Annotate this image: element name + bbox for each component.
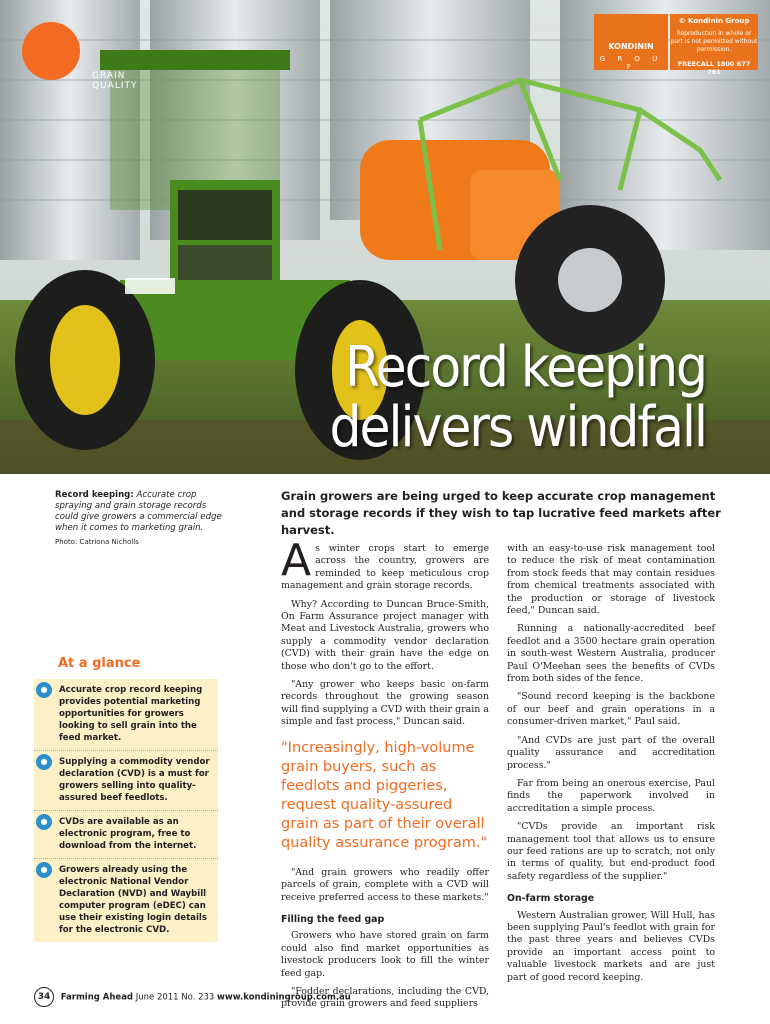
caption-label: Record keeping: [55, 490, 134, 500]
subheading: Filling the feed gap [281, 913, 385, 925]
photo-credit: Photo: Catriona Nicholls [55, 538, 139, 546]
article-paragraph: "And CVDs are just part of the overall quality assurance and accreditation process." [507, 734, 715, 771]
glance-item [34, 859, 218, 942]
article-paragraph: "Fodder declarations, including the CVD, provide grain growers and feed suppliers [281, 985, 489, 1010]
info-icon: ● [36, 754, 52, 770]
at-a-glance-box [34, 656, 218, 942]
kondinin-logo [594, 14, 668, 70]
info-icon: ● [36, 862, 52, 878]
article-column-1 [281, 535, 489, 1017]
glance-item-text: Supplying a commodity vendor declaration (CVD) is a must for growers selling into quality-assured beef feedlots. [59, 757, 210, 803]
issue-info: June 2011 No. 233 [135, 992, 215, 1003]
article-paragraph: Running a nationally-accredited beef feedlot and a 3500 hectare grain operation in south-west Western Australia, producer Paul O'Meehan sees the benefits of CVDs from both sides of the fence. [507, 623, 715, 685]
kondinin-brand: KONDININ [608, 42, 654, 51]
info-icon: ● [36, 682, 52, 698]
headline-line-2: delivers windfall [329, 394, 706, 460]
section-label: GRAIN QUALITY [92, 71, 138, 91]
article-paragraph: Why? According to Duncan Bruce-Smith, On Farm Assurance project manager with Meat and Livestock Australia, growers who supply a commodity vendor declaration (CVD) with their grain have the edge on those who don't go to the effort. [281, 598, 489, 672]
photo-caption [55, 490, 230, 548]
at-a-glance-title: At a glance [58, 656, 141, 671]
page-number: 34 [34, 987, 54, 1007]
glance-item [34, 811, 218, 859]
reproduction-note: Reproduction in whole or part is not permitted without permission. [670, 30, 758, 53]
kondinin-group: G R O U P [599, 55, 663, 71]
subheading: On-farm storage [507, 893, 595, 905]
website-link[interactable]: www.kondiningroup.com.au [217, 992, 351, 1003]
article-paragraph: "Sound record keeping is the backbone of our beef and grain operations in a consumer-driven market," Paul said. [507, 691, 715, 728]
glance-item [34, 751, 218, 811]
headline [329, 334, 706, 460]
copyright-text: © Kondinin Group [678, 17, 750, 25]
article-paragraph [281, 535, 489, 593]
glance-item-text: CVDs are available as an electronic program, free to download from the internet. [59, 817, 197, 851]
kondinin-badge [594, 14, 758, 76]
publication-name: Farming Ahead [60, 992, 134, 1003]
glance-item-text: Accurate crop record keeping provides potential marketing opportunities for growers looking to sell grain into the feed market. [59, 685, 203, 743]
copyright-box [670, 14, 758, 76]
drop-cap: A [281, 535, 312, 586]
article-paragraph: Western Australian grower, Will Hull, has been supplying Paul's feedlot with grain for the past three years and believes CVDs provide an important access point to valuable livestock markets and are just part of good record keeping. [507, 909, 715, 983]
section-tag [22, 22, 172, 91]
at-a-glance-list [34, 679, 218, 942]
info-icon: ● [36, 814, 52, 830]
glance-item-text: Growers already using the electronic National Vendor Declaration (NVD) and Waybill computer program (eDEC) can use their existing login details for the electronic CVD. [59, 865, 207, 935]
paragraph-text: s winter crops start to emerge across the country, growers are reminded to keep meticulous crop management and grain storage records. [281, 543, 489, 592]
freecall-number: FREECALL 1800 677 761 [677, 60, 751, 76]
article-paragraph: "CVDs provide an important risk management tool that allows us to ensure our feed rations are up to scratch, not only in terms of quality, but end-product food safety regardless of the supplier." [507, 821, 715, 882]
pull-quote: "Increasingly, high-volume grain buyers, such as feedlots and piggeries, request quality-assured grain as part of their overall quality assurance program." [281, 739, 488, 851]
glance-item [34, 679, 218, 751]
hero-photo [0, 0, 770, 474]
article-paragraph: "And grain growers who readily offer parcels of grain, complete with a CVD will receive preferred access to these markets." [281, 866, 489, 903]
article-paragraph: "Any grower who keeps basic on-farm records throughout the growing season will find supplying a CVD with their grain a simple and fast process," Duncan said. [281, 679, 489, 728]
article-paragraph: Far from being an onerous exercise, Paul finds the paperwork involved in accreditation a simple process. [507, 777, 715, 814]
wheat-icon [22, 22, 80, 80]
article-column-2 [507, 543, 715, 990]
headline-line-1: Record keeping [345, 334, 706, 400]
caption-text: Accurate crop spraying and grain storage records could give growers a commercial edge when it comes to marketing grain. [55, 490, 222, 533]
article-paragraph: with an easy-to-use risk management tool to reduce the risk of meat contamination from stock feeds that may contain residues from chemical treatments associated with the production or storage of livestock feed," Duncan said. [507, 543, 715, 617]
standfirst: Grain growers are being urged to keep accurate crop management and storage records if they wish to tap lucrative feed markets after harvest. [281, 489, 721, 537]
article-paragraph: Growers who have stored grain on farm could also find market opportunities as livestock producers look to fill the winter feed gap. [281, 930, 489, 979]
